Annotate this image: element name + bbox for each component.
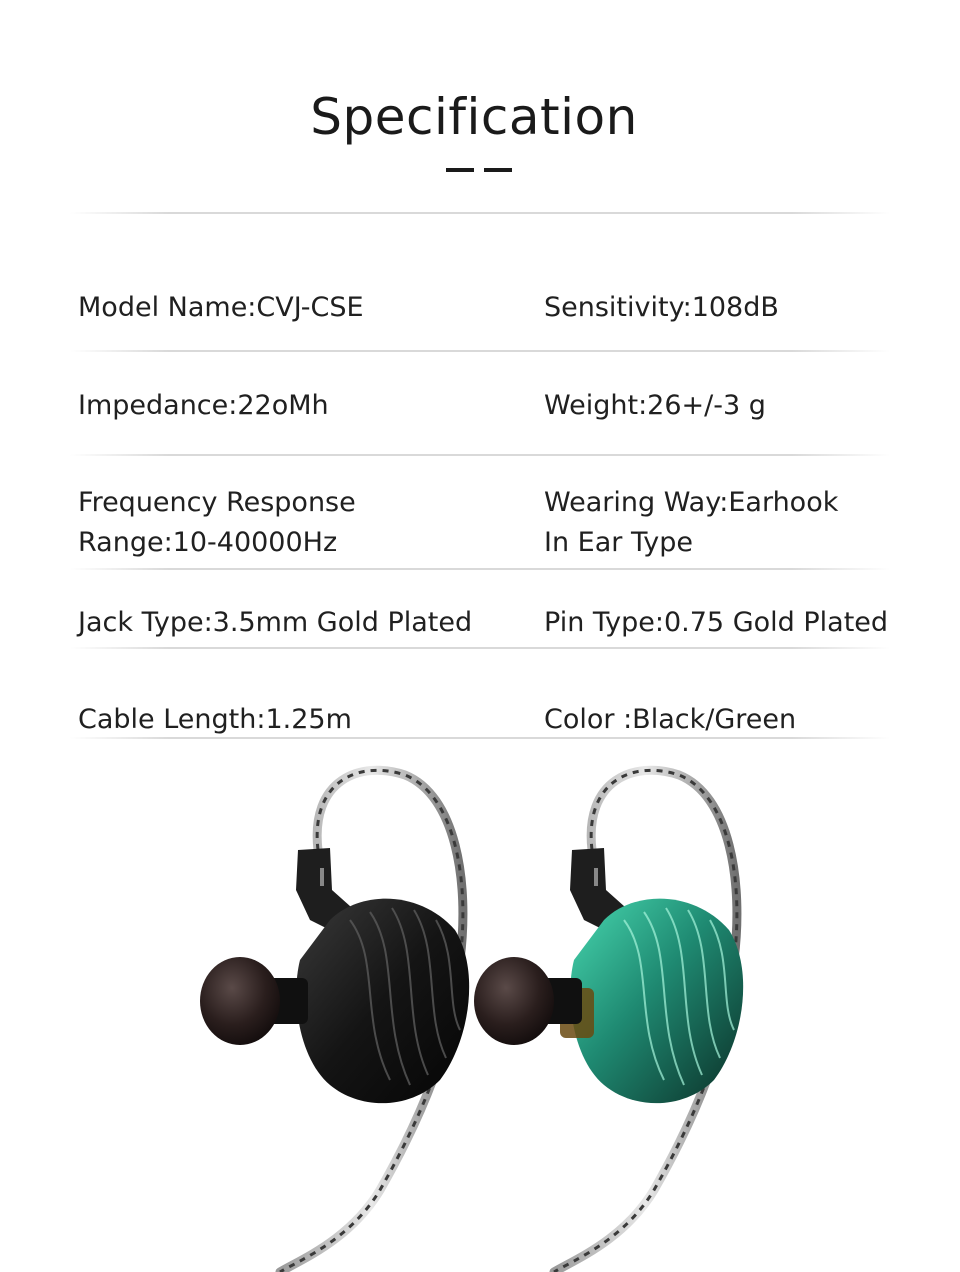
spec-wearing-line-1: Wearing Way:Earhook: [544, 487, 839, 518]
spec-wearing-way: [544, 483, 838, 563]
title-dash-left: [446, 168, 474, 172]
spec-frequency-line-2: Range:10-40000Hz: [78, 527, 338, 558]
spec-color: Color :Black/Green: [544, 704, 797, 735]
row-divider: [70, 568, 890, 570]
spec-frequency-response: [78, 483, 356, 563]
spec-jack-type: Jack Type:3.5mm Gold Plated: [78, 607, 473, 638]
spec-pin-type: Pin Type:0.75 Gold Plated: [544, 607, 889, 638]
spec-impedance: Impedance:22oMh: [78, 390, 329, 421]
spec-wearing-line-2: In Ear Type: [544, 527, 693, 558]
black-earphone: [200, 770, 469, 1272]
spec-frequency-line-1: Frequency Response: [78, 487, 356, 518]
row-divider: [70, 350, 890, 352]
title-dash-right: [484, 168, 512, 172]
spec-weight: Weight:26+/-3 g: [544, 390, 766, 421]
row-divider: [70, 737, 890, 739]
earphones-product-image: [0, 740, 960, 1272]
green-earphone: [474, 770, 743, 1272]
row-divider: [70, 454, 890, 456]
header-divider: [70, 212, 890, 214]
spec-sensitivity: Sensitivity:108dB: [544, 292, 779, 323]
row-divider: [70, 647, 890, 649]
spec-cable-length: Cable Length:1.25m: [78, 704, 352, 735]
page-title: Specification: [310, 88, 638, 146]
spec-model-name: Model Name:CVJ-CSE: [78, 292, 364, 323]
